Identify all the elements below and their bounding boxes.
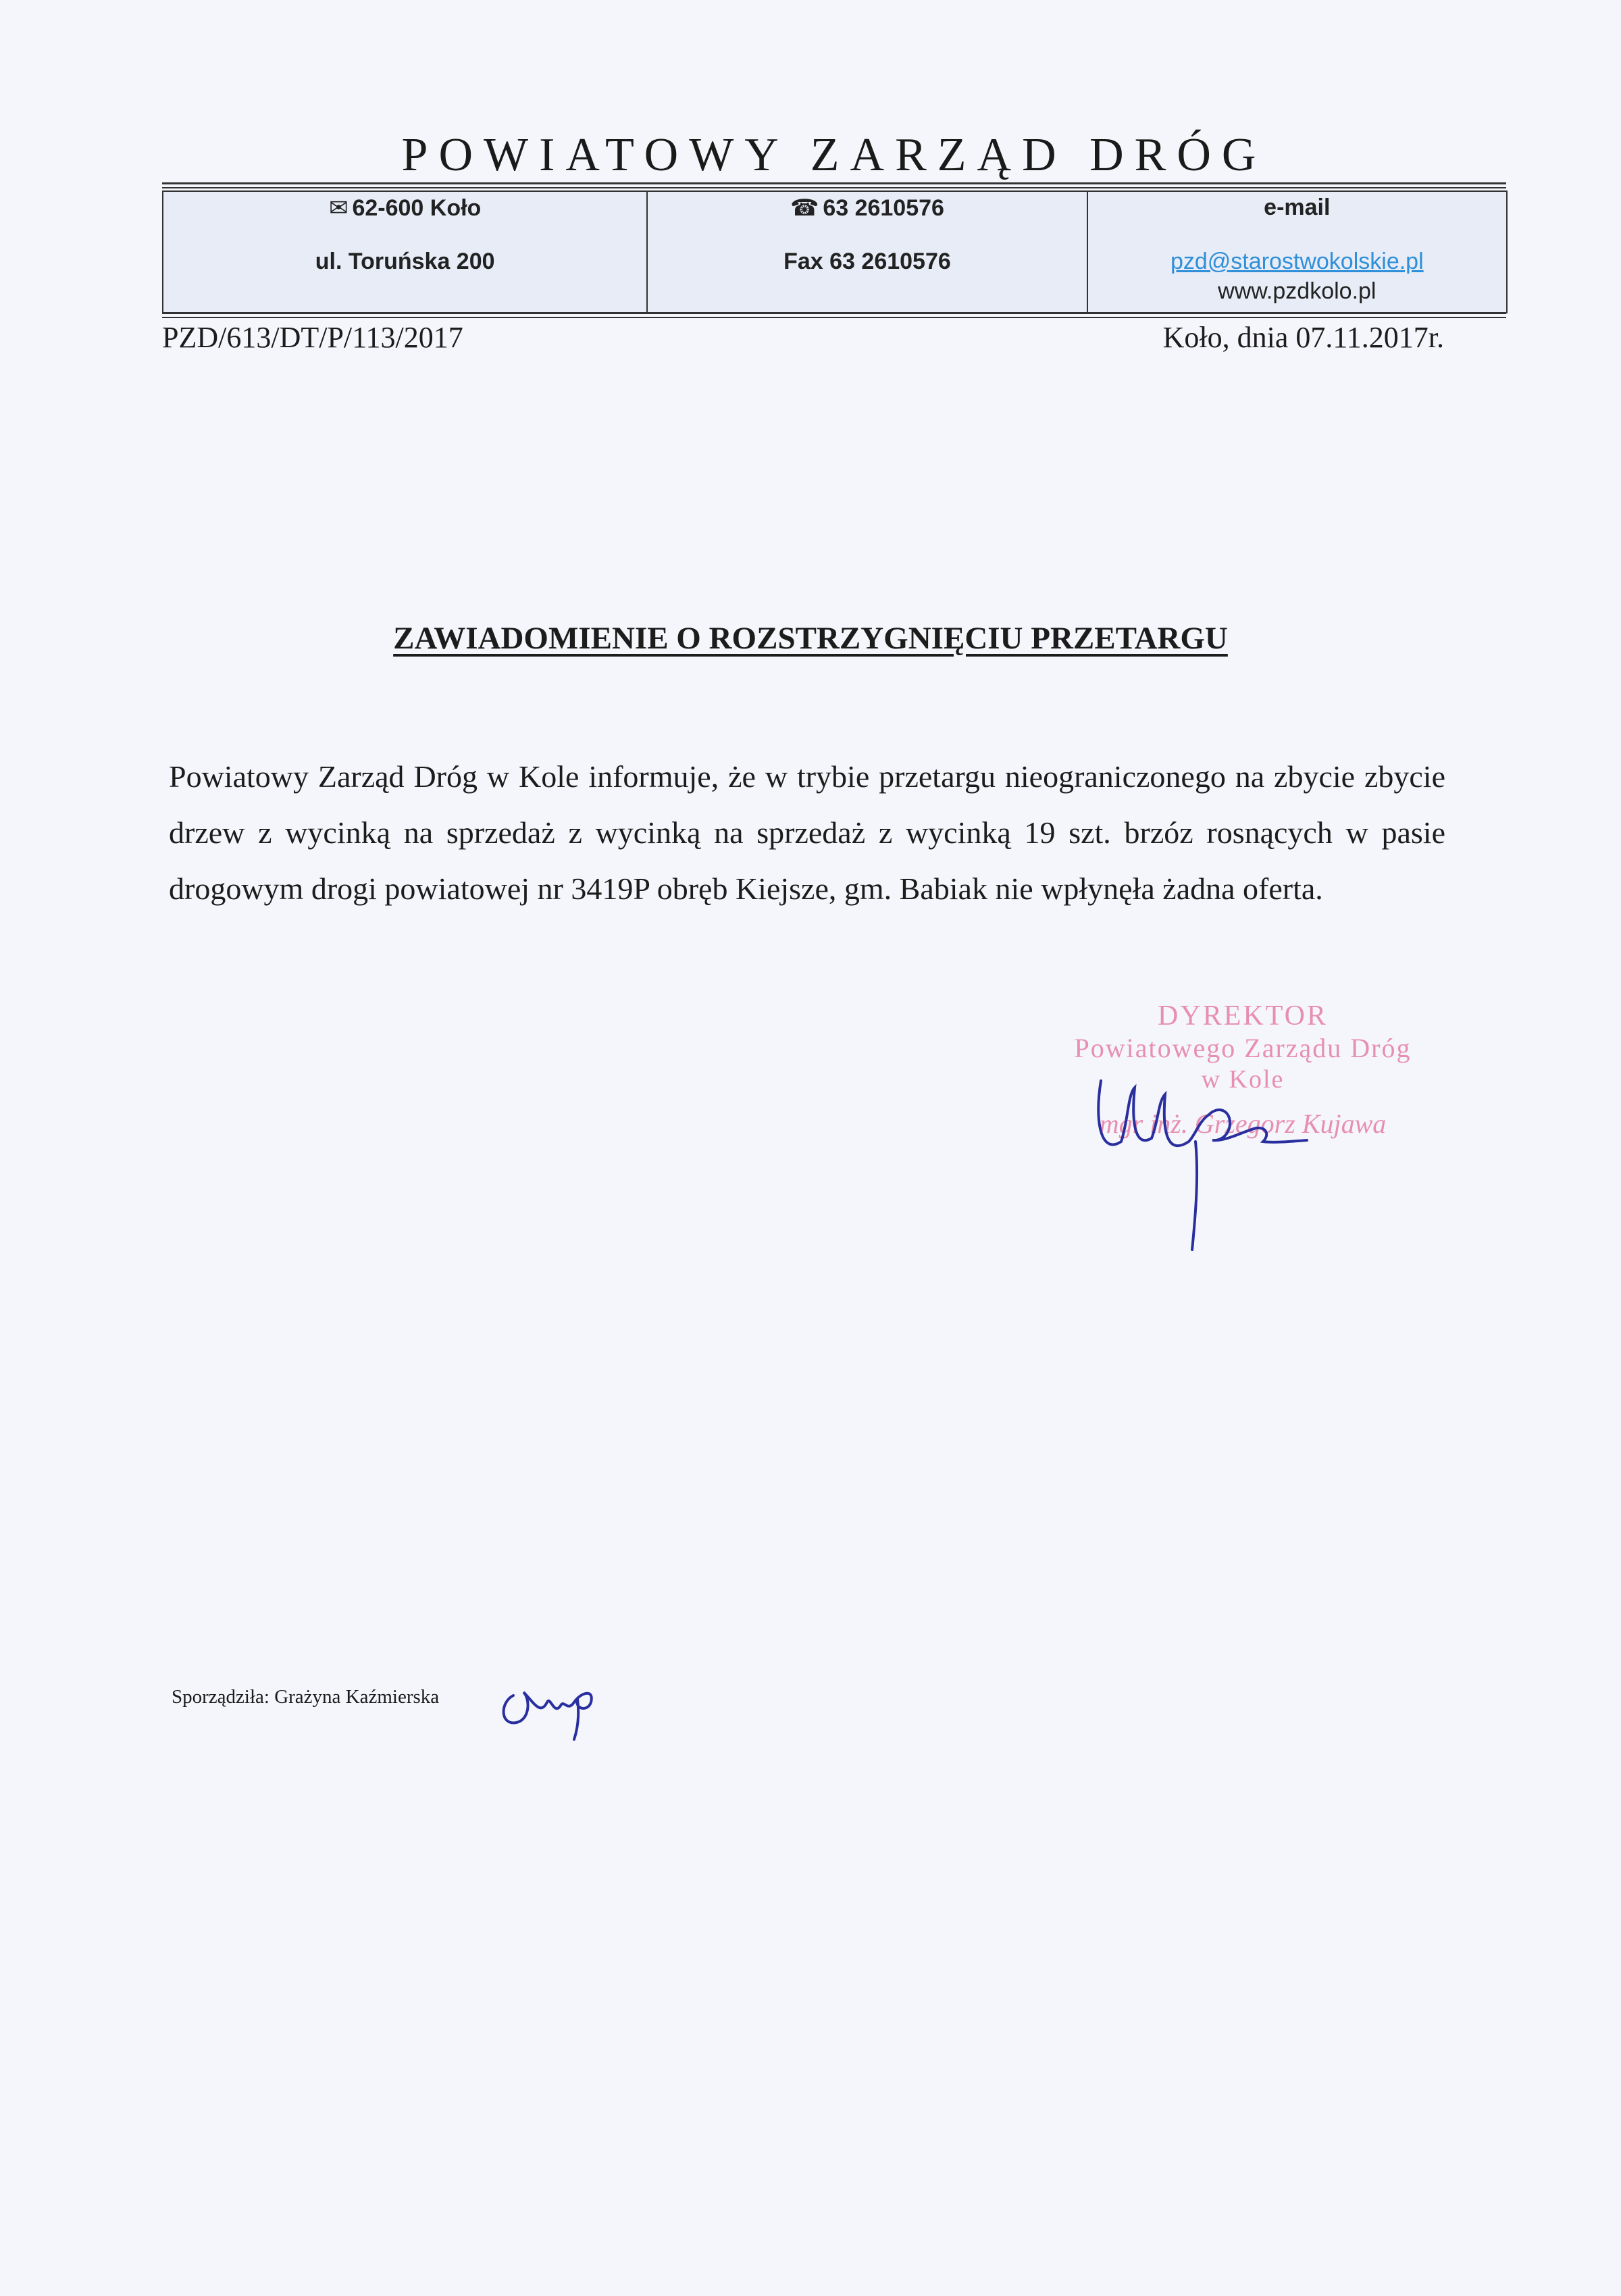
phone-number: 63 2610576 — [823, 195, 944, 221]
email-label: e-mail — [1264, 195, 1331, 220]
contact-address-column — [163, 192, 648, 312]
director-signature — [1074, 1040, 1317, 1256]
envelope-icon: ✉ — [328, 195, 349, 221]
prepared-by: Sporządziła: Grażyna Kaźmierska — [172, 1686, 440, 1708]
stamp-director-name: mgr inż. Grzegorz Kujawa — [1099, 1108, 1387, 1139]
header-rule-top-inner — [162, 187, 1506, 188]
header-rule-bottom — [162, 312, 1506, 314]
website-link[interactable]: www.pzdkolo.pl — [1218, 278, 1376, 304]
street-address: ul. Toruńska 200 — [315, 249, 495, 274]
stamp-title: DYREKTOR — [1158, 1000, 1328, 1031]
phone-line — [648, 195, 1086, 222]
postal-code: 62-600 Koło — [352, 195, 482, 221]
organization-title: POWIATOWY ZARZĄD DRÓG — [401, 129, 1267, 181]
email-link-line — [1088, 249, 1506, 275]
stamp-organization: Powiatowego Zarządu Dróg — [1074, 1033, 1412, 1063]
document-title: ZAWIADOMIENIE O ROZSTRZYGNIĘCIU PRZETARGU — [393, 621, 1228, 656]
email-link[interactable]: pzd@starostwokolskie.pl — [1170, 249, 1424, 274]
date-line: Koło, dnia 07.11.2017r. — [1162, 321, 1444, 354]
postal-line — [163, 195, 646, 222]
document-body: Powiatowy Zarząd Dróg w Kole informuje, że w trybie przetargu nieograniczonego na zbycie zbycie drzew z wycinką na sprzedaż z wycinką na sprzedaż z wycinką 19 szt. brzóz rosnących w pasie drogowym drogi powiatowej nr 3419P obręb Kiejsze, gm. Babiak nie wpłynęła żadna oferta. — [169, 759, 1445, 906]
reference-number: PZD/613/DT/P/113/2017 — [162, 321, 463, 354]
header-rule-bottom-inner — [162, 317, 1506, 318]
contact-online-column — [1088, 192, 1506, 312]
contact-box — [162, 190, 1508, 313]
fax-number: Fax 63 2610576 — [783, 249, 951, 274]
preparer-initials-signature — [493, 1668, 615, 1743]
stamp-city: w Kole — [1201, 1065, 1285, 1094]
contact-phone-column — [648, 192, 1087, 312]
phone-icon: ☎ — [790, 195, 819, 221]
header-rule-top — [162, 182, 1506, 184]
